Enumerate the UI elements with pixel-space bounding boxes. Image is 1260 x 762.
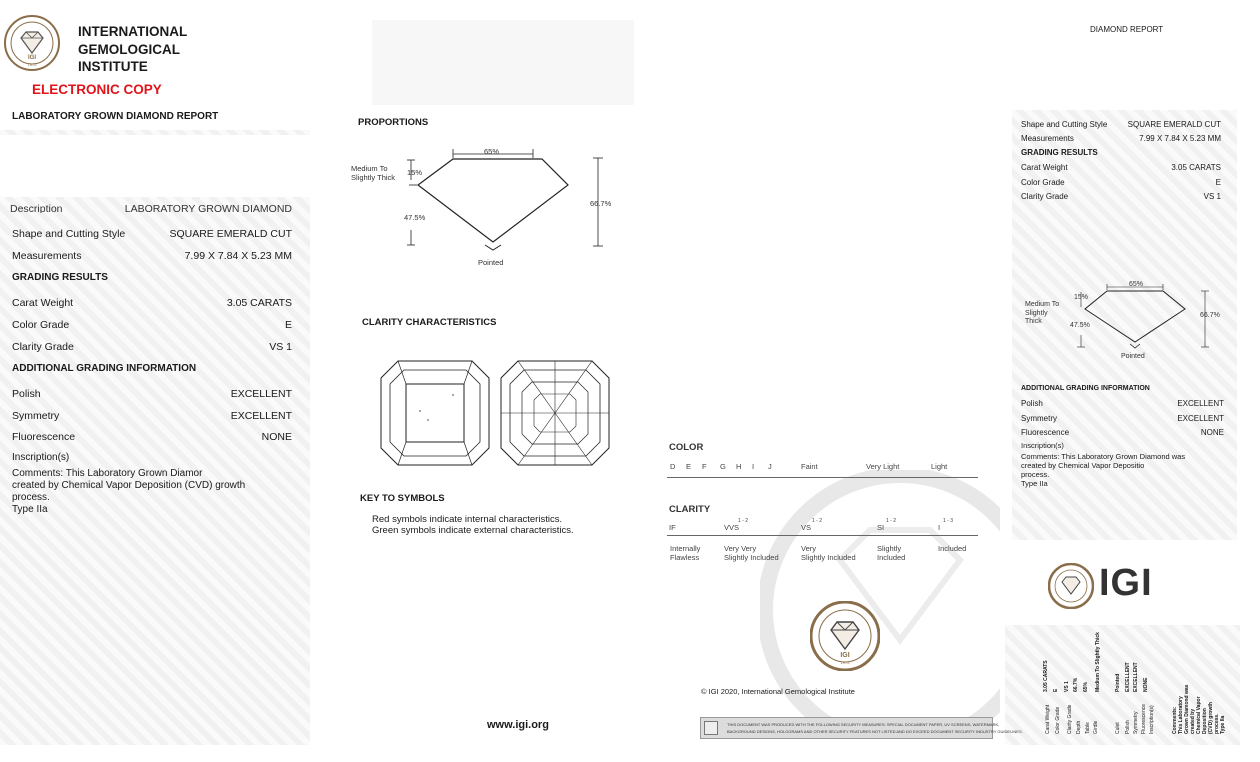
fluorescence-value: NONE bbox=[261, 431, 292, 443]
r-carat-row bbox=[1021, 163, 1221, 172]
color-grade-i: I bbox=[752, 462, 755, 471]
symmetry-row bbox=[12, 410, 292, 422]
v-comment-6: Deposition bbox=[1202, 708, 1208, 734]
vertical-labels-block bbox=[1045, 698, 1165, 734]
v-label-inscription: Inscription(s) bbox=[1149, 705, 1155, 734]
crown-pct: 15% bbox=[407, 168, 423, 177]
key-to-symbols-title: KEY TO SYMBOLS bbox=[360, 493, 445, 504]
girdle-line-2: Slightly Thick bbox=[351, 173, 396, 182]
r-crown-pct: 15% bbox=[1074, 294, 1089, 301]
v-label-polish: Polish bbox=[1125, 720, 1131, 734]
v-comment-8: process. bbox=[1214, 713, 1220, 734]
electronic-copy-label: ELECTRONIC COPY bbox=[32, 82, 162, 97]
v-label-table: Table bbox=[1085, 722, 1091, 734]
v-value-depth: 66.7% bbox=[1073, 677, 1079, 692]
inscription-label: Inscription(s) bbox=[12, 452, 70, 463]
clarity-plot-crown bbox=[380, 360, 490, 466]
girdle-label bbox=[351, 164, 395, 182]
clarity-desc-vvs-1: Very Very bbox=[724, 544, 757, 553]
security-text-1: THIS DOCUMENT WAS PRODUCED WITH THE FOLLOWING SECURITY MEASURES: SPECIAL DOCUMENT PAPER, UV SCREENS, WATERMARK, bbox=[727, 722, 1000, 727]
clarity-desc-i-1: Included bbox=[938, 544, 967, 553]
color-grade-d: D bbox=[670, 462, 676, 471]
color-scale-title: COLOR bbox=[669, 442, 704, 453]
r-clarity-grade-value: VS 1 bbox=[1203, 192, 1221, 201]
clarity-desc-si bbox=[877, 544, 905, 562]
clarity-desc-vvs bbox=[724, 544, 779, 562]
comments-block bbox=[12, 468, 292, 516]
r-polish-row bbox=[1021, 399, 1224, 408]
report-title: LABORATORY GROWN DIAMOND REPORT bbox=[12, 111, 219, 122]
carat-row bbox=[12, 297, 292, 309]
center-seal-letters: IGI bbox=[840, 652, 850, 659]
v-value-polish: EXCELLENT bbox=[1125, 662, 1131, 692]
clarity-grade-value: VS 1 bbox=[269, 341, 292, 353]
comments-line-3: process. bbox=[12, 492, 50, 503]
r-fluorescence-label: Fluorescence bbox=[1021, 428, 1070, 437]
r-shape-label: Shape and Cutting Style bbox=[1021, 120, 1108, 129]
vertical-comments-block bbox=[1172, 684, 1226, 734]
r-color-grade-row bbox=[1021, 178, 1221, 187]
top-blank-panel bbox=[372, 20, 634, 105]
v-label-clarity: Clarity Grade bbox=[1067, 704, 1073, 734]
top-right-title: DIAMOND REPORT bbox=[1090, 25, 1164, 34]
security-strip bbox=[700, 717, 1023, 739]
comments-line-1: Comments: This Laboratory Grown Diamor bbox=[12, 468, 203, 479]
org-name bbox=[78, 23, 187, 76]
color-grade-f: F bbox=[702, 462, 707, 471]
r-shape-value: SQUARE EMERALD CUT bbox=[1127, 120, 1221, 129]
table-pct: 65% bbox=[484, 147, 500, 156]
culet-label: Pointed bbox=[478, 258, 504, 267]
clarity-si: SI bbox=[877, 523, 885, 532]
description-value: LABORATORY GROWN DIAMOND bbox=[124, 203, 292, 213]
clarity-desc-vs bbox=[801, 544, 856, 562]
v-label-depth: Depth bbox=[1076, 720, 1082, 734]
r-inscription-label: Inscription(s) bbox=[1021, 441, 1064, 450]
v-value-symmetry: EXCELLENT bbox=[1133, 662, 1139, 692]
girdle-line-1: Medium To bbox=[351, 164, 388, 173]
clarity-i: I bbox=[938, 523, 941, 532]
r-measurements-row bbox=[1021, 134, 1221, 143]
clarity-desc-si-1: Slightly bbox=[877, 544, 902, 553]
clarity-grade-row bbox=[12, 341, 292, 353]
r-girdle-line-3: Thick bbox=[1025, 318, 1042, 325]
clarity-scale-title: CLARITY bbox=[669, 504, 711, 515]
r-girdle-line-1: Medium To bbox=[1025, 301, 1060, 308]
polish-label: Polish bbox=[12, 388, 41, 400]
clarity-desc-si-2: Included bbox=[877, 553, 906, 562]
proportions-title: PROPORTIONS bbox=[358, 117, 429, 128]
carat-label: Carat Weight bbox=[12, 297, 74, 309]
depth-pct: 66.7% bbox=[590, 199, 612, 208]
v-label-color: Color Grade bbox=[1055, 706, 1061, 734]
key-line-2: Green symbols indicate external characteristics. bbox=[372, 525, 574, 536]
seal-year: 1975 bbox=[27, 62, 37, 67]
v-value-color: E bbox=[1053, 688, 1059, 692]
fluorescence-label: Fluorescence bbox=[12, 431, 76, 443]
v-value-fluorescence: NONE bbox=[1143, 677, 1149, 692]
v-label-symmetry: Symmetry bbox=[1133, 711, 1139, 734]
r-carat-label: Carat Weight bbox=[1021, 163, 1068, 172]
r-depth-pct: 66.7% bbox=[1200, 312, 1220, 319]
r-symmetry-value: EXCELLENT bbox=[1177, 414, 1224, 423]
r-measurements-label: Measurements bbox=[1021, 134, 1074, 143]
v-comment-1: Comments: bbox=[1172, 706, 1178, 734]
r-culet-label: Pointed bbox=[1121, 353, 1145, 360]
pavilion-pct: 47.5% bbox=[404, 213, 426, 222]
r-grading-results-title: GRADING RESULTS bbox=[1021, 148, 1098, 157]
org-line-1: INTERNATIONAL bbox=[78, 24, 188, 39]
v-label-carat: Carat Weight bbox=[1045, 704, 1051, 734]
r-girdle-label bbox=[1025, 301, 1059, 327]
igi-logo-text: IGI bbox=[1099, 562, 1153, 604]
fluorescence-row bbox=[12, 431, 292, 443]
clarity-desc-vs-1: Very bbox=[801, 544, 817, 553]
grading-results-title: GRADING RESULTS bbox=[12, 272, 108, 283]
clarity-plot-pavilion bbox=[500, 360, 610, 466]
watermark-graphic bbox=[760, 470, 1000, 720]
r-comments-line-2: created by Chemical Vapor Depositio bbox=[1021, 461, 1145, 470]
r-comments-line-3: process. bbox=[1021, 470, 1050, 479]
org-line-2: GEMOLOGICAL bbox=[78, 41, 180, 57]
copyright: © IGI 2020, International Gemological Institute bbox=[701, 687, 855, 696]
r-clarity-grade-label: Clarity Grade bbox=[1021, 192, 1069, 201]
v-label-culet: Culet bbox=[1115, 722, 1121, 734]
lock-icon bbox=[704, 721, 718, 735]
clarity-characteristics-title: CLARITY CHARACTERISTICS bbox=[362, 317, 497, 328]
clarity-desc-if-2: Flawless bbox=[670, 553, 700, 562]
color-very-light: Very Light bbox=[866, 462, 900, 471]
clarity-desc-i bbox=[938, 544, 966, 553]
vertical-values-block bbox=[1040, 632, 1160, 692]
v-value-carat: 3.05 CARATS bbox=[1043, 660, 1049, 692]
color-grade-e: E bbox=[686, 462, 692, 471]
polish-value: EXCELLENT bbox=[230, 388, 292, 400]
symmetry-label: Symmetry bbox=[12, 410, 60, 422]
center-seal-icon bbox=[810, 601, 880, 671]
symmetry-value: EXCELLENT bbox=[230, 410, 292, 422]
v-value-clarity: VS 1 bbox=[1064, 681, 1070, 692]
r-comments-line-4: Type IIa bbox=[1021, 479, 1048, 488]
color-grade-row bbox=[12, 319, 292, 331]
v-value-culet: Pointed bbox=[1115, 673, 1121, 692]
polish-row bbox=[12, 388, 292, 400]
r-table-pct: 65% bbox=[1129, 281, 1144, 288]
igi-seal-icon bbox=[4, 15, 60, 71]
carat-value: 3.05 CARATS bbox=[226, 297, 292, 309]
clarity-scale-line bbox=[667, 535, 978, 536]
v-comment-7: (CVD) growth bbox=[1208, 702, 1214, 734]
clarity-vs-sup: 1 - 2 bbox=[812, 518, 823, 524]
v-comment-3: Grown Diamond was bbox=[1184, 684, 1190, 734]
r-fluorescence-value: NONE bbox=[1200, 428, 1224, 437]
v-comment-9: Type IIa bbox=[1220, 715, 1226, 734]
r-additional-info-title: ADDITIONAL GRADING INFORMATION bbox=[1021, 385, 1150, 392]
left-blank-panel bbox=[0, 135, 310, 197]
v-comment-4: created by bbox=[1190, 708, 1196, 734]
measurements-value: 7.99 X 7.84 X 5.23 MM bbox=[184, 250, 292, 262]
clarity-vvs: VVS bbox=[724, 523, 740, 532]
r-polish-label: Polish bbox=[1021, 399, 1043, 408]
r-color-grade-value: E bbox=[1215, 178, 1221, 187]
clarity-desc-if bbox=[670, 544, 700, 562]
r-girdle-line-2: Slightly bbox=[1025, 309, 1048, 317]
v-value-table: 65% bbox=[1083, 681, 1089, 692]
r-fluorescence-row bbox=[1021, 428, 1224, 437]
description-label: Description bbox=[10, 203, 63, 213]
security-text-2: BACKGROUND DESIGNS, HOLOGRAMS AND OTHER SECURITY FEATURES NOT LISTED AND DO EXCEED DOCUMENT SECURITY INDUSTRY GUIDELINES. bbox=[727, 729, 1023, 734]
comments-line-2: created by Chemical Vapor Deposition (CVD) growth bbox=[12, 480, 246, 491]
clarity-vs: VS bbox=[801, 523, 812, 532]
website-link[interactable]: www.igi.org bbox=[487, 719, 549, 731]
clarity-desc-if-1: Internally bbox=[670, 544, 701, 553]
clarity-if: IF bbox=[669, 523, 676, 532]
clarity-grade-label: Clarity Grade bbox=[12, 341, 74, 353]
r-carat-value: 3.05 CARATS bbox=[1171, 163, 1221, 172]
shape-row bbox=[12, 228, 292, 240]
shape-label: Shape and Cutting Style bbox=[12, 228, 126, 240]
r-polish-value: EXCELLENT bbox=[1177, 399, 1224, 408]
r-pavilion-pct: 47.5% bbox=[1070, 322, 1090, 329]
r-measurements-value: 7.99 X 7.84 X 5.23 MM bbox=[1139, 134, 1221, 143]
color-grade-label: Color Grade bbox=[12, 319, 70, 331]
r-clarity-grade-row bbox=[1021, 192, 1221, 201]
color-grade-h: H bbox=[736, 462, 742, 471]
color-faint: Faint bbox=[801, 462, 818, 471]
color-scale-line bbox=[667, 477, 978, 478]
v-label-fluorescence: Fluorescence bbox=[1141, 703, 1147, 734]
color-light: Light bbox=[931, 462, 948, 471]
proportions-diagram bbox=[345, 140, 625, 270]
v-comment-2: This Laboratory bbox=[1178, 696, 1184, 734]
r-color-grade-label: Color Grade bbox=[1021, 178, 1065, 187]
org-line-3: INSTITUTE bbox=[78, 59, 148, 74]
seal-letters: IGI bbox=[27, 55, 37, 61]
v-label-girdle: Girdle bbox=[1093, 720, 1099, 734]
additional-info-title: ADDITIONAL GRADING INFORMATION bbox=[12, 363, 197, 374]
v-comment-5: Chemical Vapor bbox=[1196, 696, 1202, 734]
r-comments-block bbox=[1021, 452, 1221, 488]
measurements-row bbox=[12, 250, 292, 262]
igi-logo-seal-icon bbox=[1048, 563, 1094, 609]
key-line-1: Red symbols indicate internal characteristics. bbox=[372, 514, 563, 525]
clarity-si-sup: 1 - 2 bbox=[886, 518, 897, 524]
v-value-girdle: Medium To Slightly Thick bbox=[1095, 632, 1101, 692]
r-symmetry-label: Symmetry bbox=[1021, 414, 1057, 423]
clarity-vvs-sup: 1 - 2 bbox=[738, 518, 749, 524]
shape-value: SQUARE EMERALD CUT bbox=[169, 228, 292, 240]
r-shape-row bbox=[1021, 120, 1221, 129]
clarity-desc-vvs-2: Slightly Included bbox=[724, 553, 779, 562]
center-seal-year: 1975 bbox=[840, 660, 850, 665]
r-comments-line-1: Comments: This Laboratory Grown Diamond was bbox=[1021, 452, 1186, 461]
color-grade-j: J bbox=[768, 462, 772, 471]
color-grade-value: E bbox=[284, 319, 292, 331]
r-symmetry-row bbox=[1021, 414, 1224, 423]
color-grade-g: G bbox=[720, 462, 726, 471]
clarity-i-sup: 1 - 3 bbox=[943, 518, 954, 524]
measurements-label: Measurements bbox=[12, 250, 82, 262]
comments-line-4: Type IIa bbox=[12, 504, 48, 515]
description-row bbox=[10, 203, 292, 213]
clarity-desc-vs-2: Slightly Included bbox=[801, 553, 856, 562]
